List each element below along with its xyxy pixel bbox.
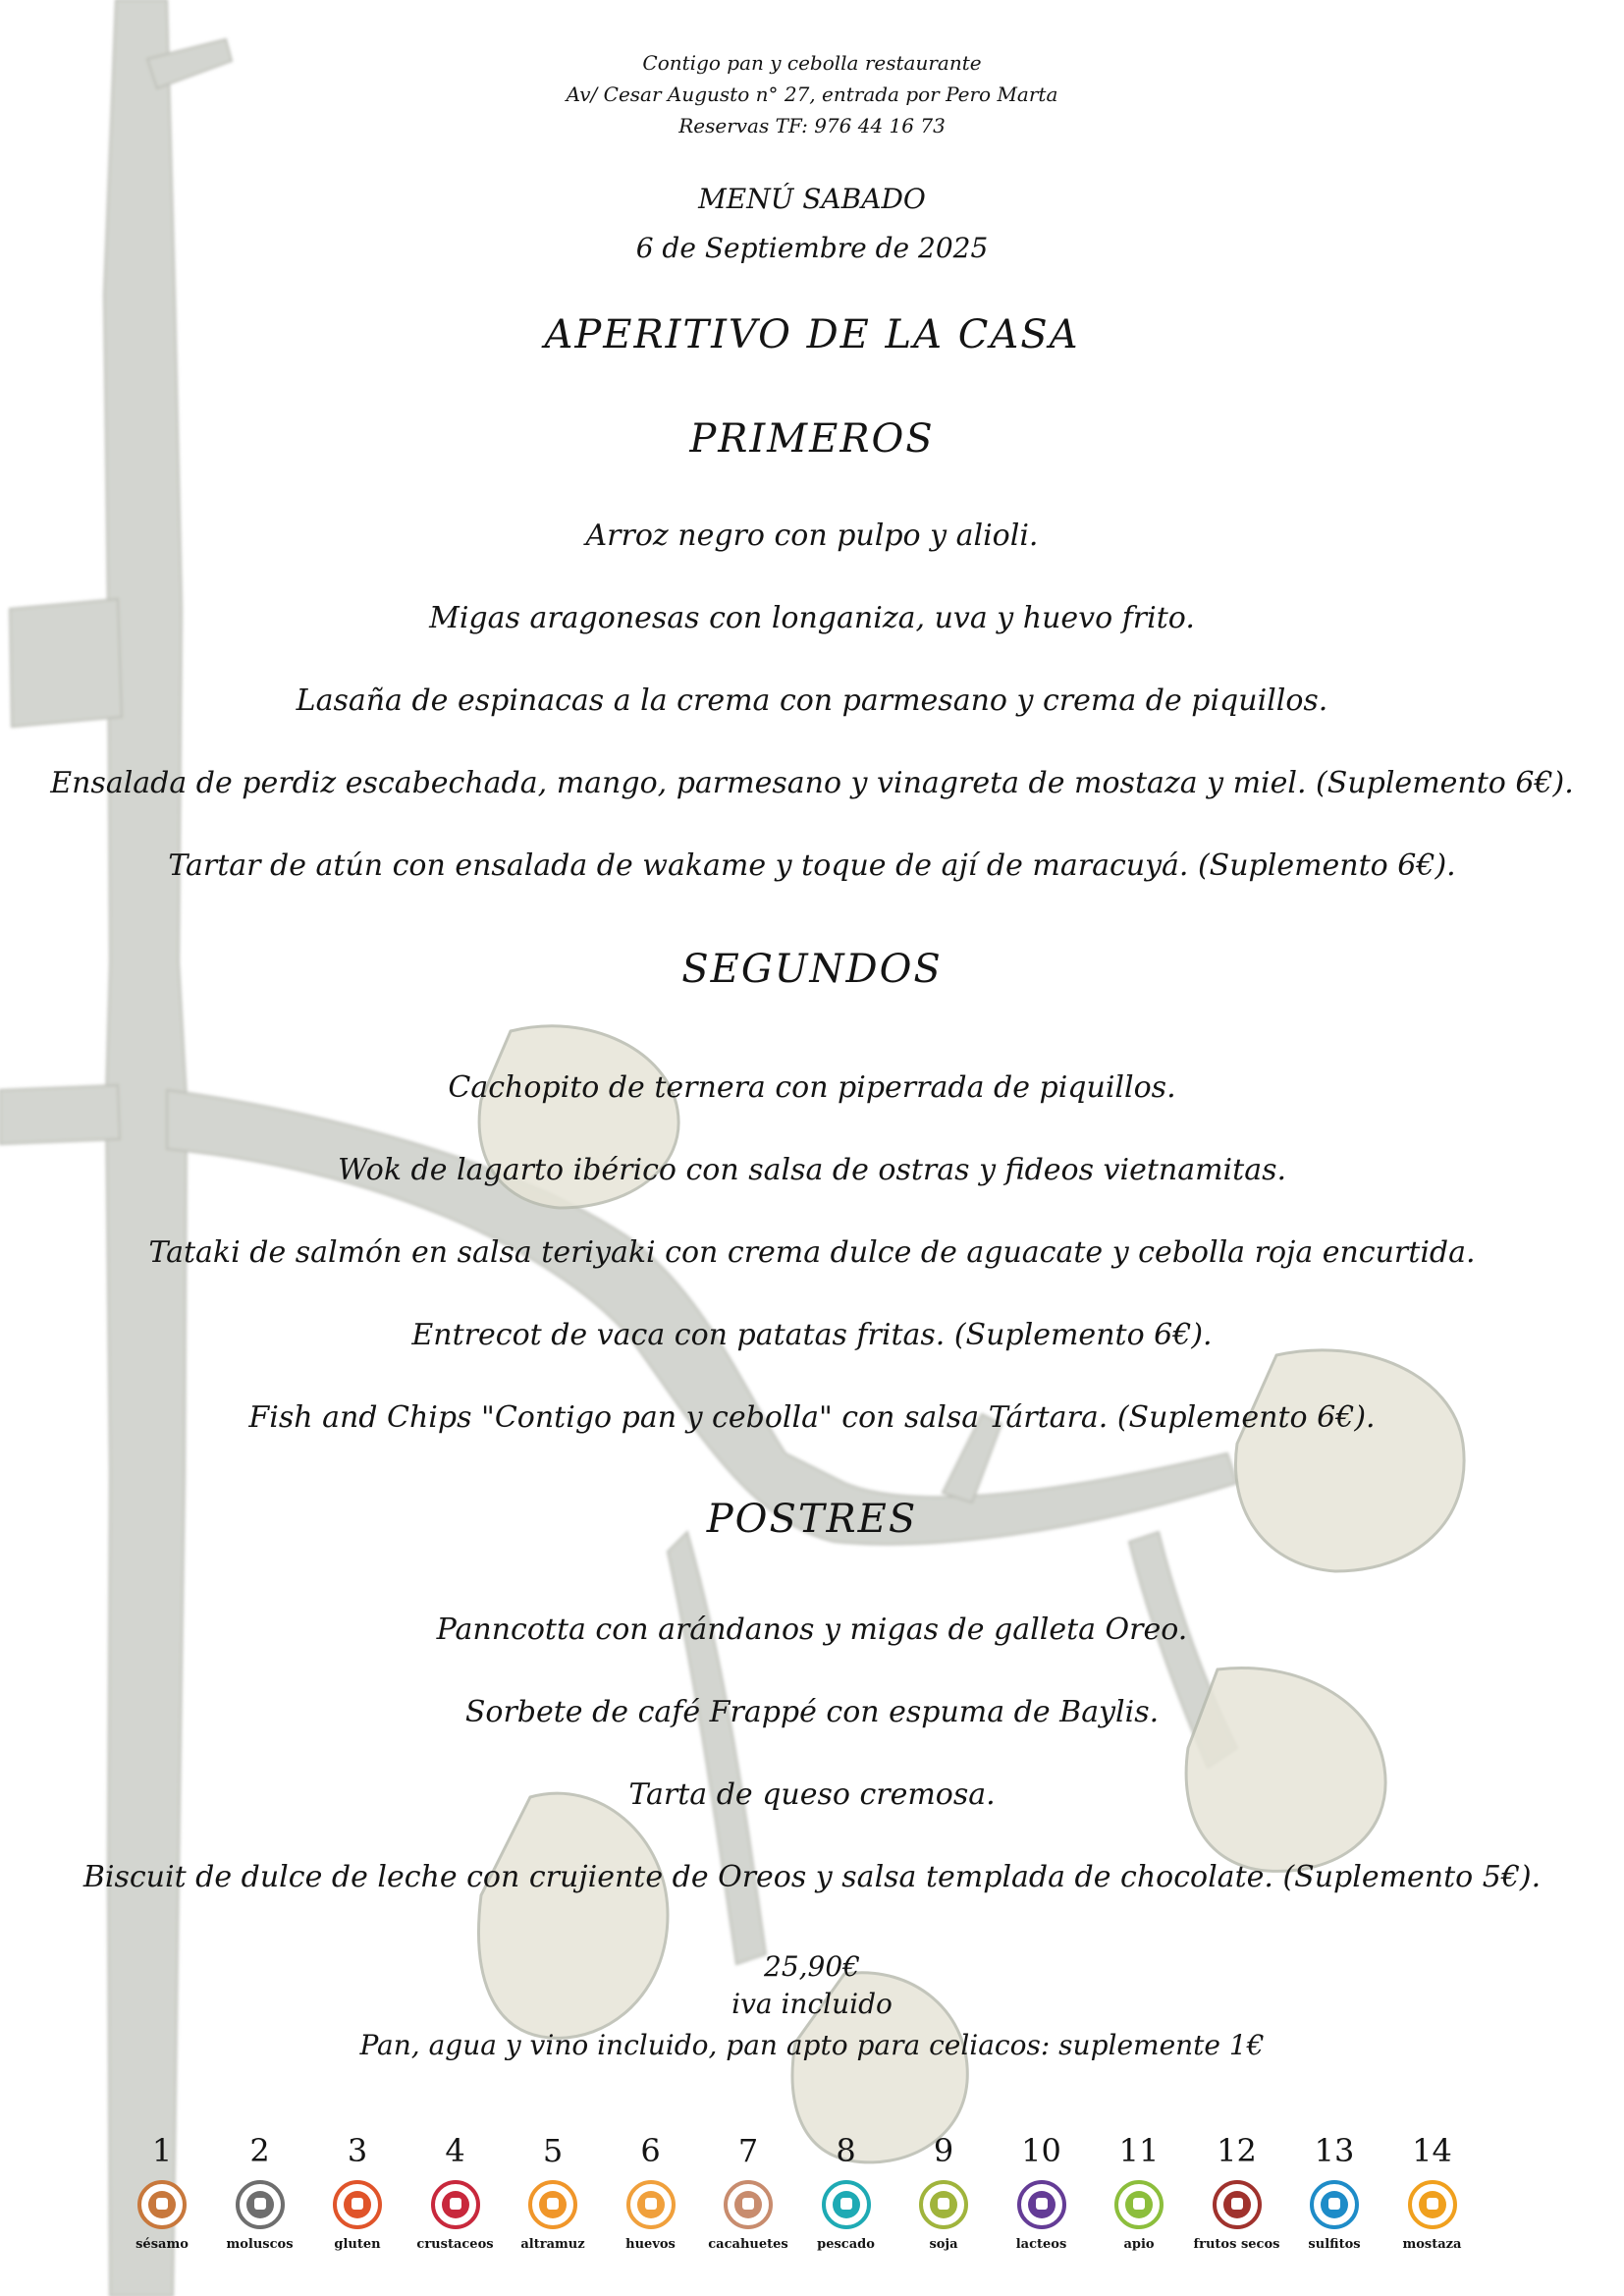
postres-item: Sorbete de café Frappé con espuma de Baylis. <box>464 1695 1160 1729</box>
allergen-item <box>597 2131 705 2253</box>
allergen-number: 5 <box>542 2132 564 2169</box>
allergen-name: soja <box>929 2237 958 2252</box>
allergen-icon <box>236 2180 285 2229</box>
allergen-icon <box>528 2180 577 2229</box>
allergen-name: cacahuetes <box>708 2237 788 2252</box>
allergen-name: moluscos <box>226 2237 294 2252</box>
allergen-number: 6 <box>640 2132 661 2169</box>
allergen-name: crustaceos <box>416 2237 494 2252</box>
allergen-item <box>499 2131 607 2253</box>
primeros-item: Ensalada de perdiz escabechada, mango, parmesano y vinagreta de mostaza y miel. (Suplemento 6€). <box>50 766 1574 800</box>
allergen-name: sésamo <box>135 2237 189 2252</box>
primeros-item: Migas aragonesas con longaniza, uva y huevo frito. <box>429 601 1195 635</box>
allergen-icon <box>919 2180 968 2229</box>
allergen-icon <box>1408 2180 1457 2229</box>
primeros-item: Lasaña de espinacas a la crema con parmesano y crema de piquillos. <box>296 683 1328 718</box>
segundos-item: Entrecot de vaca con patatas fritas. (Suplemento 6€). <box>411 1318 1213 1352</box>
allergen-item <box>890 2131 998 2253</box>
segundos-item: Wok de lagarto ibérico con salsa de ostras y fideos vietnamitas. <box>337 1153 1287 1187</box>
allergen-number: 4 <box>445 2132 465 2169</box>
allergen-number: 9 <box>933 2132 954 2169</box>
menu-date: 6 de Septiembre de 2025 <box>635 232 989 264</box>
includes-note: Pan, agua y vino incluido, pan apto para celiacos: suplemente 1€ <box>359 2029 1265 2061</box>
allergen-legend <box>0 2131 1624 2278</box>
allergen-item <box>108 2131 216 2253</box>
segundos-item: Tataki de salmón en salsa teriyaki con crema dulce de aguacate y cebolla roja encurtida. <box>148 1235 1476 1270</box>
allergen-item <box>1379 2131 1487 2253</box>
allergen-name: altramuz <box>520 2237 585 2252</box>
allergen-number: 7 <box>737 2132 759 2169</box>
allergen-item <box>694 2131 802 2253</box>
allergen-number: 14 <box>1412 2132 1452 2169</box>
allergen-icon <box>1017 2180 1066 2229</box>
allergen-item <box>1085 2131 1193 2253</box>
primeros-item: Tartar de atún con ensalada de wakame y toque de ají de maracuyá. (Suplemento 6€). <box>168 848 1456 883</box>
primeros-heading: PRIMEROS <box>689 416 935 462</box>
segundos-heading: SEGUNDOS <box>681 947 943 992</box>
allergen-item <box>988 2131 1096 2253</box>
allergen-number: 13 <box>1314 2132 1355 2169</box>
restaurant-name: Contigo pan y cebolla restaurante <box>642 51 982 75</box>
allergen-icon <box>822 2180 871 2229</box>
allergen-item <box>1183 2131 1291 2253</box>
allergen-number: 8 <box>836 2132 856 2169</box>
segundos-item: Fish and Chips "Contigo pan y cebolla" con salsa Tártara. (Suplemento 6€). <box>248 1400 1376 1435</box>
allergen-item <box>1280 2131 1388 2253</box>
allergen-name: huevos <box>625 2237 676 2252</box>
segundos-item: Cachopito de ternera con piperrada de piquillos. <box>448 1070 1176 1105</box>
allergen-number: 3 <box>347 2132 368 2169</box>
allergen-number: 1 <box>151 2132 173 2169</box>
restaurant-address: Av/ Cesar Augusto n° 27, entrada por Pero Marta <box>566 82 1058 106</box>
allergen-item <box>402 2131 510 2253</box>
allergen-name: frutos secos <box>1193 2237 1280 2252</box>
allergen-icon <box>626 2180 676 2229</box>
allergen-name: lacteos <box>1015 2237 1067 2252</box>
allergen-name: apio <box>1123 2237 1155 2252</box>
reservations-phone: Reservas TF: 976 44 16 73 <box>678 114 946 137</box>
allergen-number: 11 <box>1118 2132 1160 2169</box>
allergen-number: 12 <box>1217 2132 1257 2169</box>
allergen-icon <box>137 2180 187 2229</box>
allergen-icon <box>431 2180 480 2229</box>
allergen-icon <box>333 2180 382 2229</box>
allergen-icon <box>724 2180 773 2229</box>
allergen-name: sulfitos <box>1308 2237 1361 2252</box>
allergen-name: mostaza <box>1402 2237 1462 2252</box>
iva-note: iva incluido <box>731 1988 893 2020</box>
allergen-name: pescado <box>817 2237 875 2252</box>
menu-title: MENÚ SABADO <box>698 183 926 215</box>
postres-heading: POSTRES <box>706 1497 918 1542</box>
postres-item: Tarta de queso cremosa. <box>628 1777 996 1812</box>
allergen-icon <box>1310 2180 1359 2229</box>
allergen-item <box>206 2131 314 2253</box>
postres-item: Panncotta con arándanos y migas de galleta Oreo. <box>436 1613 1188 1647</box>
primeros-item: Arroz negro con pulpo y alioli. <box>585 519 1039 553</box>
allergen-number: 10 <box>1021 2132 1061 2169</box>
allergen-item <box>303 2131 411 2253</box>
aperitivo-heading: APERITIVO DE LA CASA <box>544 312 1080 357</box>
allergen-icon <box>1213 2180 1262 2229</box>
allergen-item <box>792 2131 900 2253</box>
allergen-number: 2 <box>249 2132 270 2169</box>
menu-price: 25,90€ <box>764 1950 860 1983</box>
allergen-name: gluten <box>334 2237 381 2252</box>
postres-item: Biscuit de dulce de leche con crujiente de Oreos y salsa templada de chocolate. (Suplemento 5€). <box>82 1860 1542 1894</box>
allergen-icon <box>1114 2180 1164 2229</box>
